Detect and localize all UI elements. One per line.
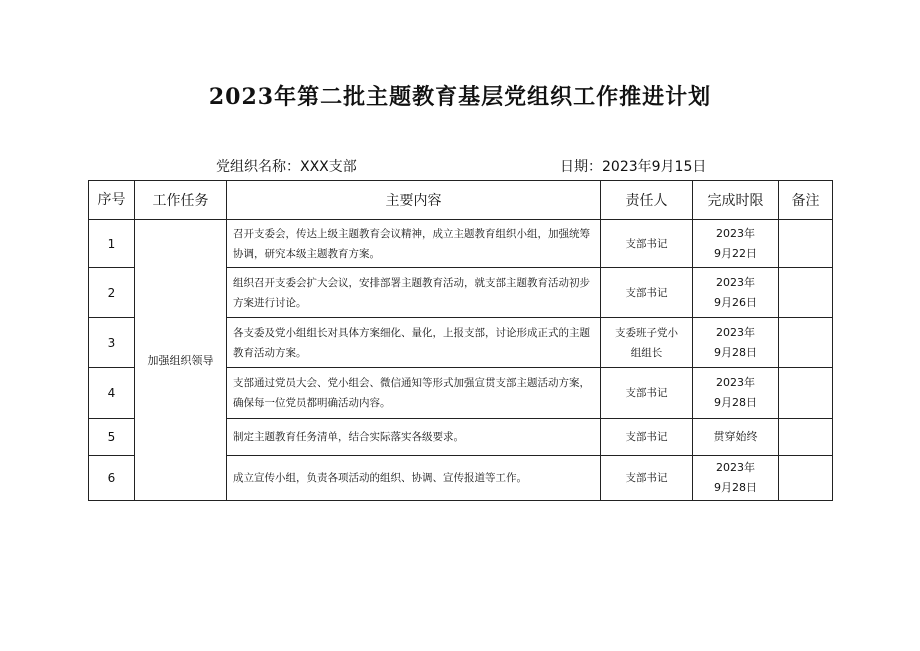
deadline-day: 9月28日 [714, 481, 757, 494]
row-deadline [693, 268, 779, 318]
work-plan-table [88, 180, 833, 501]
table-header-row [89, 181, 833, 220]
deadline-year: 2023年 [716, 275, 755, 289]
row-content: 组织召开支委会扩大会议，安排部署主题教育活动，就支部主题教育活动初步方案进行讨论。 [227, 268, 601, 318]
deadline-day: 9月28日 [714, 396, 757, 409]
row-deadline [693, 318, 779, 368]
deadline-year: 2023年 [716, 325, 755, 339]
header-deadline: 完成时限 [693, 181, 779, 220]
row-content: 制定主题教育任务清单，结合实际落实各级要求。 [227, 419, 601, 456]
row-remark [779, 268, 833, 318]
document-title: 2023年第二批主题教育基层党组织工作推进计划 [208, 84, 712, 110]
row-remark [779, 220, 833, 268]
row-remark [779, 318, 833, 368]
row-seq: 4 [89, 368, 135, 419]
row-owner: 支委班子党小组组长 [601, 318, 693, 368]
task-group-cell: 加强组织领导 [135, 220, 227, 501]
row-deadline [693, 419, 779, 456]
row-seq: 6 [89, 456, 135, 501]
row-content: 成立宣传小组，负责各项活动的组织、协调、宣传报道等工作。 [227, 456, 601, 501]
row-content: 支部通过党员大会、党小组会、微信通知等形式加强宣贯支部主题活动方案，确保每一位党员都明确活动内容。 [227, 368, 601, 419]
deadline-year: 2023年 [716, 376, 755, 389]
party-org-name: 党组织名称：XXX支部 [216, 159, 357, 175]
row-remark [779, 419, 833, 456]
deadline-year: 2023年 [716, 461, 755, 474]
deadline-day: 9月28日 [714, 345, 757, 359]
row-remark [779, 456, 833, 501]
header-owner: 责任人 [601, 181, 693, 220]
row-content: 各支委及党小组组长对具体方案细化、量化，上报支部，讨论形成正式的主题教育活动方案。 [227, 318, 601, 368]
row-seq: 1 [89, 220, 135, 268]
row-remark [779, 368, 833, 419]
plan-date: 日期：2023年9月15日 [560, 159, 707, 175]
header-task: 工作任务 [135, 181, 227, 220]
row-content: 召开支委会，传达上级主题教育会议精神，成立主题教育组织小组，加强统筹协调，研究本级主题教育方案。 [227, 220, 601, 268]
deadline-day: 9月26日 [714, 295, 757, 309]
row-seq: 2 [89, 268, 135, 318]
deadline-year: 2023年 [716, 226, 755, 240]
row-owner: 支部书记 [601, 220, 693, 268]
row-seq: 5 [89, 419, 135, 456]
header-content: 主要内容 [227, 181, 601, 220]
row-seq: 3 [89, 318, 135, 368]
row-owner: 支部书记 [601, 456, 693, 501]
row-deadline [693, 368, 779, 419]
deadline-text: 贯穿始终 [713, 430, 758, 443]
row-deadline [693, 456, 779, 501]
row-owner: 支部书记 [601, 419, 693, 456]
table-row [89, 220, 833, 268]
header-remark: 备注 [779, 181, 833, 220]
row-owner: 支部书记 [601, 268, 693, 318]
header-seq: 序号 [89, 181, 135, 220]
deadline-day: 9月22日 [714, 246, 757, 260]
row-deadline [693, 220, 779, 268]
row-owner: 支部书记 [601, 368, 693, 419]
